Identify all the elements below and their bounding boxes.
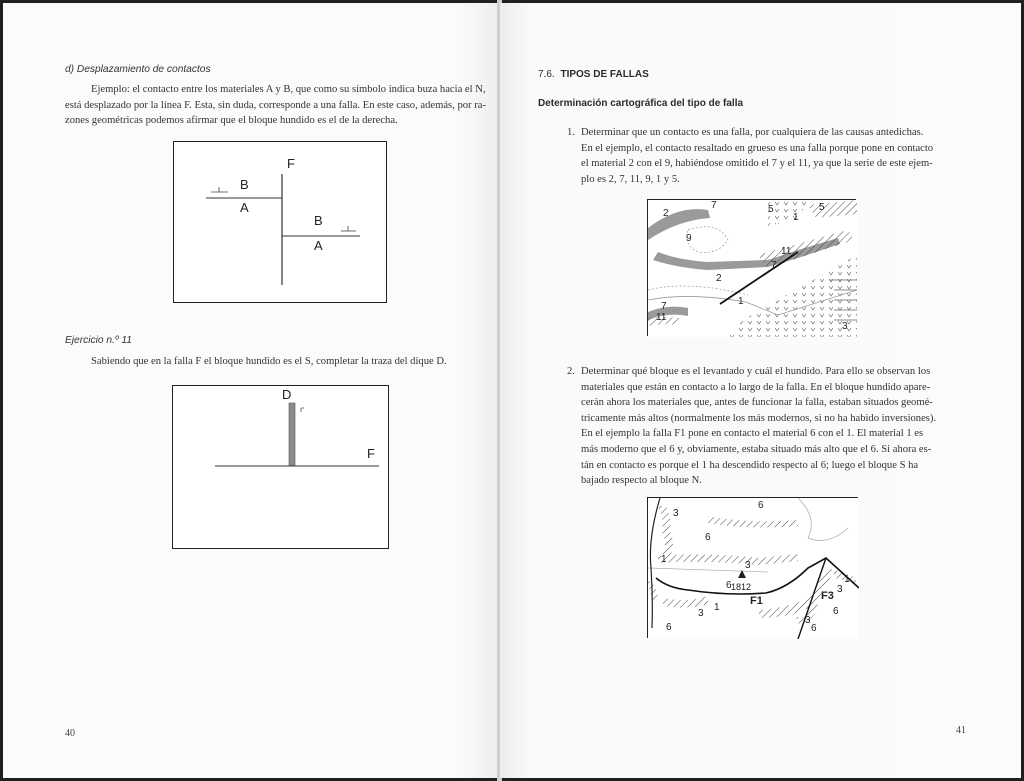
paragraph-line: está desplazado por la línea F. Esta, sin duda, corresponde a una falla. En este caso, además, por ra- bbox=[65, 99, 486, 111]
material-b-label: B bbox=[314, 213, 323, 228]
exercise-heading: Ejercicio n.º 11 bbox=[65, 335, 132, 346]
map-label: 1 bbox=[661, 554, 667, 565]
list-item-number: 1. bbox=[567, 127, 575, 138]
map-label: 1 bbox=[714, 602, 720, 613]
section-number: 7.6. bbox=[538, 69, 555, 80]
map-label: 3 bbox=[842, 321, 848, 332]
fault-f-label: F bbox=[367, 446, 375, 461]
paragraph-line: materiales que están en contacto a lo largo de la falla. En el bloque hundido apare- bbox=[581, 381, 931, 393]
paragraph-line: bajado respecto al bloque N. bbox=[581, 475, 702, 487]
material-a-label: A bbox=[314, 238, 323, 253]
fault-f3-label: F3 bbox=[821, 590, 834, 602]
dike-d-label: D bbox=[282, 387, 292, 402]
map-label: 6 bbox=[666, 622, 672, 633]
list-item-text bbox=[581, 125, 976, 187]
map-label: 3 bbox=[837, 584, 843, 595]
map-label: 11 bbox=[656, 312, 667, 323]
dike-fault-lines bbox=[173, 386, 390, 550]
paragraph-line: tán en contacto es porque el 1 ha descendido respecto al 6; luego el bloque S ha bbox=[581, 459, 919, 471]
map-label: 6 bbox=[705, 532, 711, 543]
page-number-right: 41 bbox=[956, 725, 966, 736]
paragraph-line: Determinar que un contacto es una falla, por cualquiera de las causas antedichas. bbox=[581, 127, 924, 138]
map-label: 7 bbox=[661, 301, 667, 312]
map-label: 1 bbox=[844, 574, 850, 585]
material-b-label: B bbox=[240, 177, 249, 192]
intro-paragraph bbox=[65, 82, 498, 129]
map-label: 3 bbox=[698, 608, 704, 619]
paragraph-line: Ejemplo: el contacto entre los materiales A y B, que como su símbolo indica buza hacia el N, bbox=[91, 84, 486, 95]
map-label: 5 bbox=[768, 204, 774, 215]
map-label: 6 bbox=[758, 500, 764, 511]
material-a-label: A bbox=[240, 200, 249, 215]
exercise-text: Sabiendo que en la falla F el bloque hundido es el S, completar la traza del dique D. bbox=[91, 356, 447, 367]
left-page bbox=[3, 3, 498, 778]
fault-f1-label: F1 bbox=[750, 595, 763, 607]
fault-offset-lines bbox=[174, 142, 388, 304]
section-title bbox=[538, 69, 649, 80]
paragraph-line: zones geométricas podemos afirmar que el bloque hundido es el de la derecha. bbox=[65, 115, 398, 127]
dike-fault-figure bbox=[172, 385, 389, 549]
right-page bbox=[500, 3, 1021, 778]
list-item-text bbox=[581, 364, 976, 489]
paragraph-line: En el ejemplo la falla F1 pone en contacto el material 6 con el 1. El material 1 es bbox=[581, 428, 924, 440]
paragraph-line: el material 2 con el 9, habiéndose omitido el 7 y el 11, ya que la serie de este ejem- bbox=[581, 158, 933, 170]
geologic-map-2 bbox=[647, 497, 858, 638]
paragraph-line: En el ejemplo, el contacto resaltado en grueso es una falla porque pone en contacto bbox=[581, 142, 934, 154]
paragraph-line: Determinar qué bloque es el levantado y cuál el hundido. Para ello se observan los bbox=[581, 366, 931, 377]
map-label: 6 bbox=[726, 580, 732, 591]
paragraph-line: cerán ahora los materiales que, antes de funcionar la falla, estaban situados geomé- bbox=[581, 397, 933, 409]
section-title-text: TIPOS DE FALLAS bbox=[560, 69, 649, 80]
subheading: Determinación cartográfica del tipo de falla bbox=[538, 98, 744, 109]
map-label: 5 bbox=[819, 202, 825, 213]
paragraph-line: más moderno que el 6 y, obviamente, estaba situado más alto que el 6. Si ahora es- bbox=[581, 443, 932, 455]
map-label: 3 bbox=[745, 560, 751, 571]
paragraph-line: plo es 2, 7, 11, 9, 1 y 5. bbox=[581, 173, 680, 185]
map-label: 6 bbox=[811, 623, 817, 634]
map-label: 6 bbox=[833, 606, 839, 617]
map-label: 1 bbox=[738, 296, 744, 307]
geologic-map-1 bbox=[647, 199, 856, 336]
map-label: 7 bbox=[771, 260, 777, 271]
map-label: 1 bbox=[793, 212, 799, 223]
section-heading: d) Desplazamiento de contactos bbox=[65, 64, 211, 75]
map-1-drawing bbox=[648, 200, 857, 337]
list-item-number: 2. bbox=[567, 366, 575, 377]
page-number-left: 40 bbox=[65, 728, 75, 739]
map-label: 2 bbox=[716, 273, 722, 284]
elevation-label: 1812 bbox=[731, 582, 752, 592]
map-label: 11 bbox=[781, 246, 792, 257]
map-label: 3 bbox=[673, 508, 679, 519]
map-label: 7 bbox=[711, 200, 717, 211]
fault-offset-figure bbox=[173, 141, 387, 303]
map-label: 2 bbox=[663, 208, 669, 219]
map-2-drawing bbox=[648, 498, 859, 639]
paragraph-line: tricamente más altos (normalmente los más modernos, si no ha habido inversiones). bbox=[581, 412, 937, 424]
map-label: 9 bbox=[686, 233, 692, 244]
map-label: 3 bbox=[805, 615, 811, 626]
fault-f-label: F bbox=[287, 156, 295, 171]
